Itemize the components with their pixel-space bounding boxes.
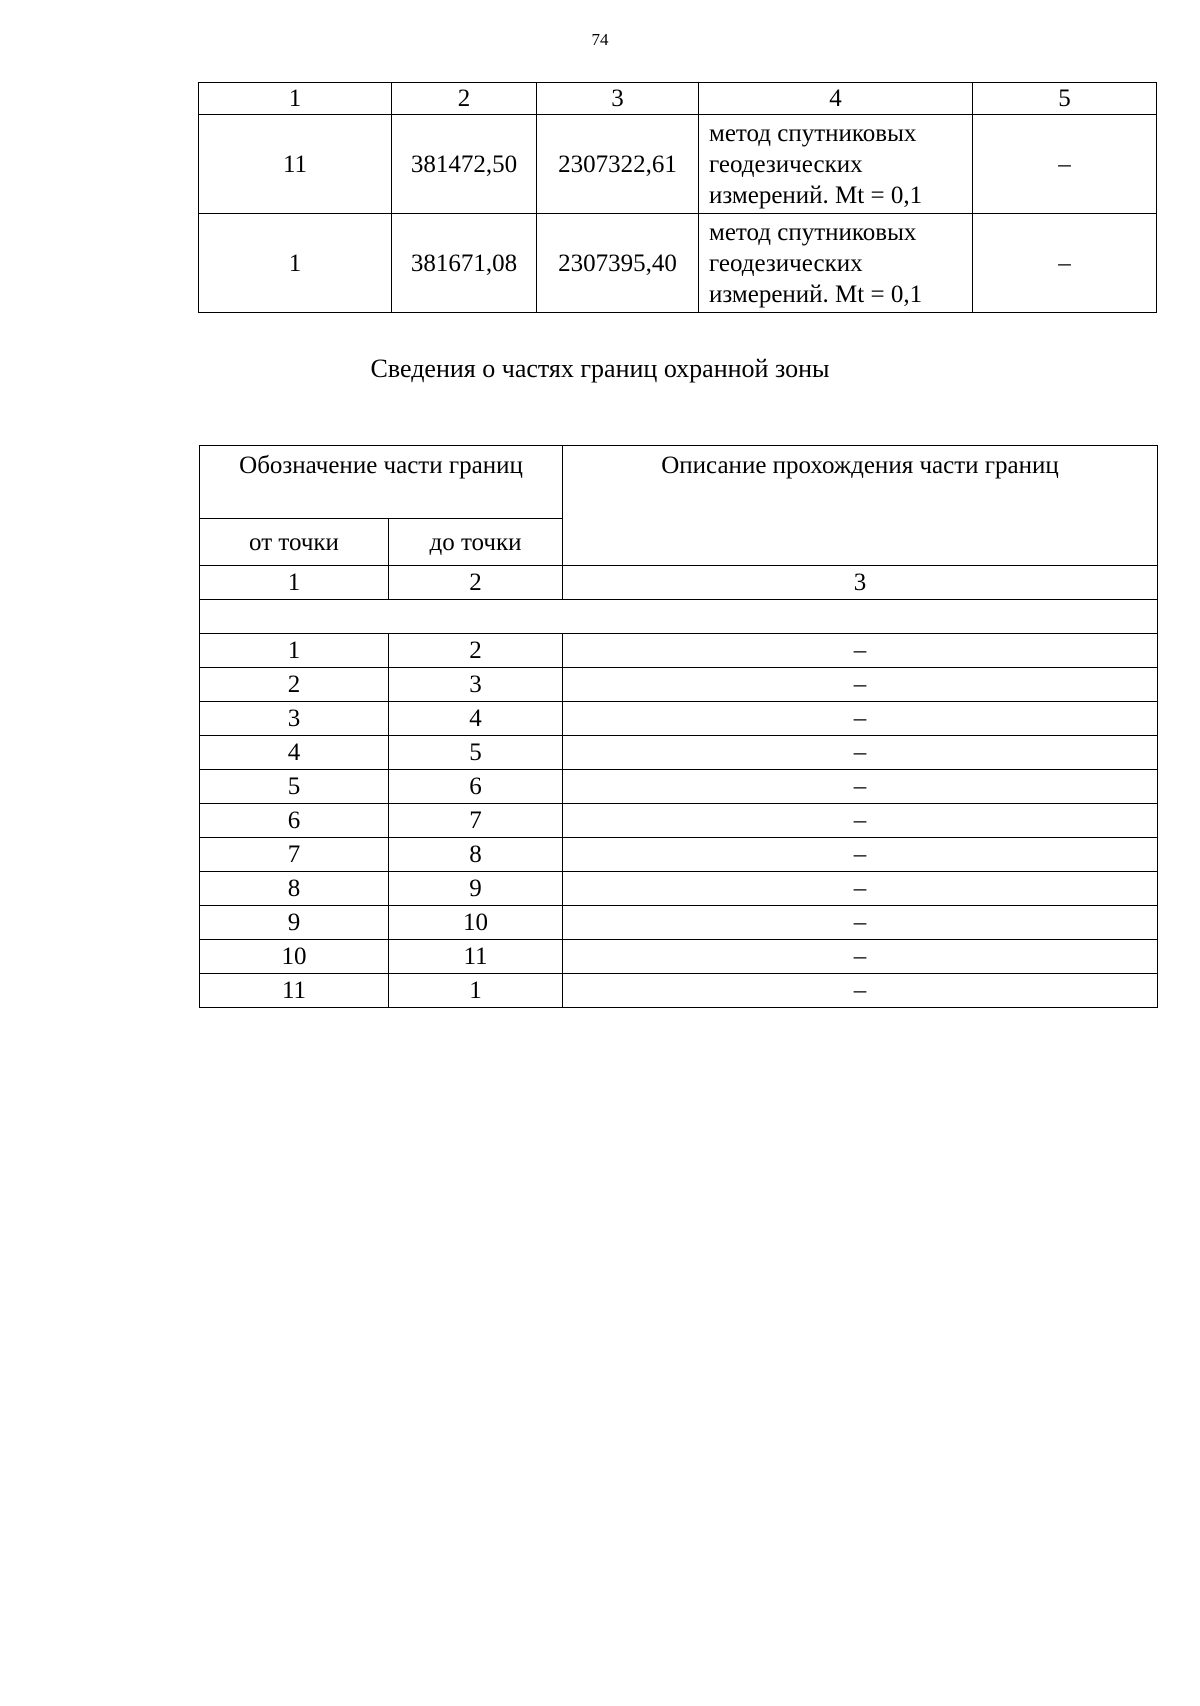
table-row (199, 214, 1157, 313)
to-point: 1 (389, 974, 563, 1008)
to-point: 3 (389, 668, 563, 702)
column-numbers-row (200, 566, 1158, 600)
to-point: 4 (389, 702, 563, 736)
from-point: 3 (200, 702, 389, 736)
method-line: метод спутниковых (709, 119, 917, 147)
method-line: геодезических (709, 150, 863, 178)
from-point: 9 (200, 906, 389, 940)
coordinate-y: 2307395,40 (537, 214, 699, 313)
table-row (200, 770, 1158, 804)
column-number: 1 (199, 83, 392, 115)
to-point: 8 (389, 838, 563, 872)
extra-value: – (973, 214, 1157, 313)
method-line: метод спутниковых (709, 218, 917, 246)
table-header-row (200, 446, 1158, 519)
extra-value: – (973, 115, 1157, 214)
method-description (699, 115, 973, 214)
column-number: 2 (392, 83, 537, 115)
to-point: 9 (389, 872, 563, 906)
coordinate-x: 381472,50 (392, 115, 537, 214)
part-description: – (563, 872, 1158, 906)
table-row (200, 668, 1158, 702)
coordinates-table (198, 82, 1157, 313)
section-label (200, 600, 1158, 634)
boundary-parts-table (199, 445, 1158, 1008)
from-point: 11 (200, 974, 389, 1008)
part-description: – (563, 940, 1158, 974)
from-point: 6 (200, 804, 389, 838)
column-number: 3 (537, 83, 699, 115)
to-point: 5 (389, 736, 563, 770)
from-point: 7 (200, 838, 389, 872)
column-number: 2 (389, 566, 563, 600)
coordinate-x: 381671,08 (392, 214, 537, 313)
table-row (200, 634, 1158, 668)
table-row (200, 736, 1158, 770)
part-description: – (563, 702, 1158, 736)
part-description: – (563, 770, 1158, 804)
table-header-row (199, 83, 1157, 115)
from-point: 8 (200, 872, 389, 906)
column-number: 1 (200, 566, 389, 600)
from-point: 10 (200, 940, 389, 974)
part-description: – (563, 838, 1158, 872)
table-row (200, 702, 1158, 736)
description-header: Описание прохождения части границ (563, 446, 1158, 566)
part-description: – (563, 634, 1158, 668)
section-row (200, 600, 1158, 634)
to-point: 10 (389, 906, 563, 940)
table-row (200, 906, 1158, 940)
from-point: 1 (200, 634, 389, 668)
part-description: – (563, 804, 1158, 838)
method-line: измерений. Mt = 0,1 (709, 280, 923, 308)
to-point: 2 (389, 634, 563, 668)
column-number: 4 (699, 83, 973, 115)
from-point: 5 (200, 770, 389, 804)
to-point: 7 (389, 804, 563, 838)
page-number: 74 (591, 30, 609, 49)
to-point: 6 (389, 770, 563, 804)
part-description: – (563, 736, 1158, 770)
from-point: 4 (200, 736, 389, 770)
method-line: измерений. Mt = 0,1 (709, 181, 923, 209)
section-title: Сведения о частях границ охранной зоны (370, 354, 830, 383)
column-number: 3 (563, 566, 1158, 600)
from-point-header: от точки (200, 519, 389, 566)
part-description: – (563, 906, 1158, 940)
point-number: 1 (199, 214, 392, 313)
table-row (200, 872, 1158, 906)
designation-header: Обозначение части границ (200, 446, 563, 519)
method-line: геодезических (709, 249, 863, 277)
part-description: – (563, 974, 1158, 1008)
coordinate-y: 2307322,61 (537, 115, 699, 214)
column-number: 5 (973, 83, 1157, 115)
table-row (200, 804, 1158, 838)
table-row (200, 974, 1158, 1008)
to-point: 11 (389, 940, 563, 974)
table-row (200, 838, 1158, 872)
method-description (699, 214, 973, 313)
to-point-header: до точки (389, 519, 563, 566)
table-row (199, 115, 1157, 214)
point-number: 11 (199, 115, 392, 214)
parts-body (200, 634, 1158, 1008)
from-point: 2 (200, 668, 389, 702)
part-description: – (563, 668, 1158, 702)
table-row (200, 940, 1158, 974)
